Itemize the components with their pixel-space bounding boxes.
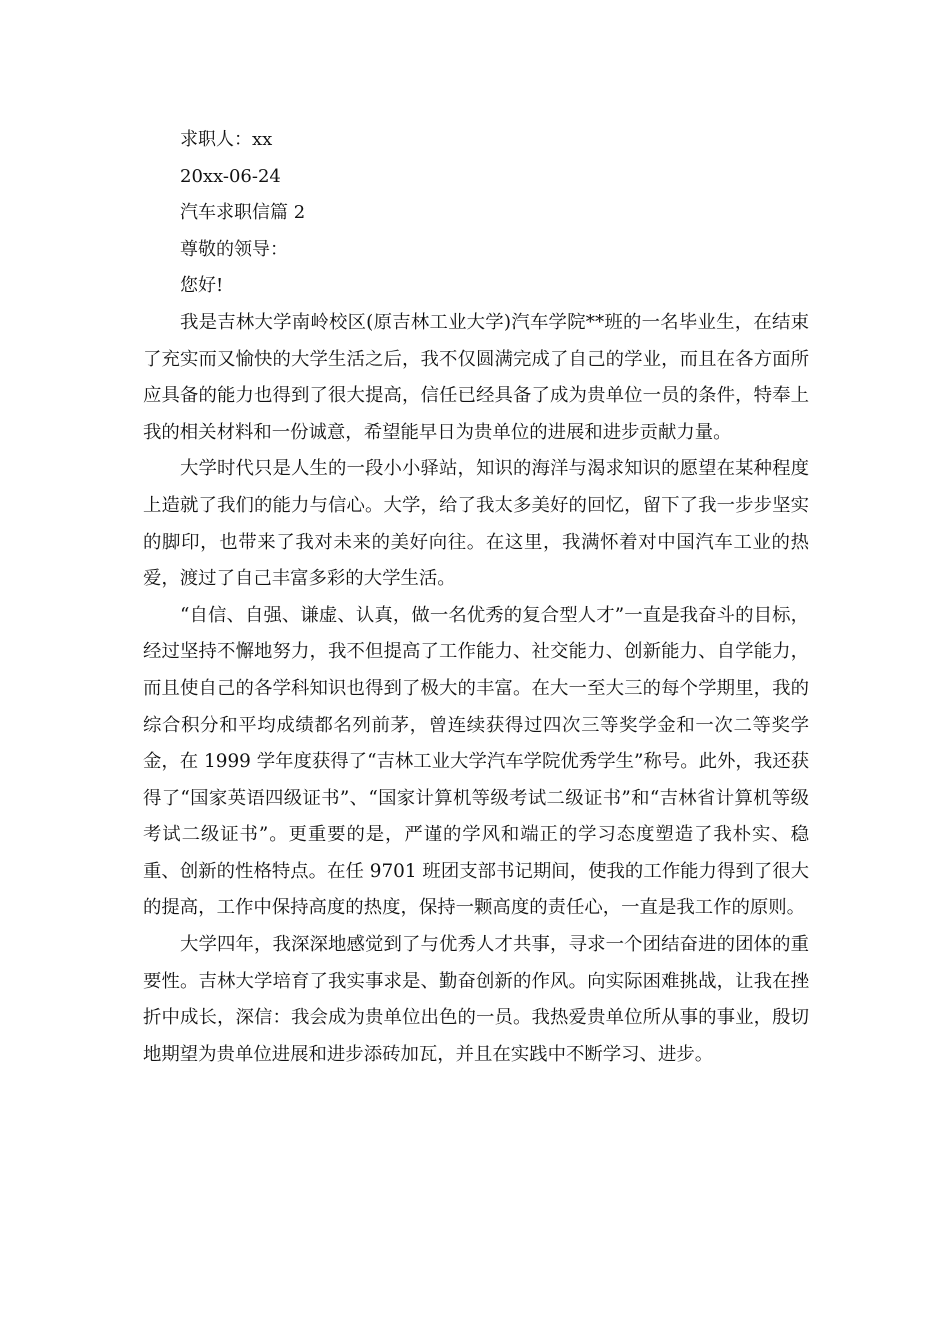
salutation: 尊敬的领导： bbox=[180, 238, 288, 260]
greeting: 您好! bbox=[180, 275, 224, 297]
applicant-line: 求职人：xx bbox=[180, 129, 273, 150]
paragraph-intro: 我是吉林大学南岭校区(原吉林工业大学)汽车学院**班的一名毕业生，在结束了充实而又愉快的大学生活之后，我不仅圆满完成了自己的学业，而且在各方面所应具备的能力也得到了很大提高，信任已经具备了成为贵单位一员的条件，特奉上我的相关材料和一份诚意，希望能早日为贵单位的进展和进步贡献力量。 bbox=[143, 311, 809, 443]
paragraph-university-life: 大学时代只是人生的一段小小驿站，知识的海洋与渴求知识的愿望在某种程度上造就了我们的能力与信心。大学，给了我太多美好的回忆，留下了我一步步坚实的脚印，也带来了我对未来的美好向往。在这里，我满怀着对中国汽车工业的热爱，渡过了自己丰富多彩的大学生活。 bbox=[143, 458, 809, 590]
document-body bbox=[143, 122, 809, 1073]
paragraph-achievements: “自信、自强、谦虚、认真，做一名优秀的复合型人才”一直是我奋斗的目标，经过坚持不懈地努力，我不但提高了工作能力、社交能力、创新能力、自学能力，而且使自己的各学科知识也得到了极大的丰富。在大一至大三的每个学期里，我的综合积分和平均成绩都名列前茅，曾连续获得过四次三等奖学金和一次二等奖学金，在 1999 学年度获得了“吉林工业大学汽车学院优秀学生”称号。此外，我还获得了“国家英语四级证书”、“国家计算机等级考试二级证书”和“吉林省计算机等级考试二级证书”。更重要的是，严谨的学风和端正的学习态度塑造了我朴实、稳重、创新的性格特点。在任 9701 班团支部书记期间，使我的工作能力得到了很大的提高，工作中保持高度的热度，保持一颗高度的责任心，一直是我工作的原则。 bbox=[143, 604, 809, 919]
section-title: 汽车求职信篇 2 bbox=[180, 202, 306, 224]
date-line: 20xx-06-24 bbox=[180, 165, 281, 187]
paragraph-conclusion: 大学四年，我深深地感觉到了与优秀人才共事，寻求一个团结奋进的团体的重要性。吉林大学培育了我实事求是、勤奋创新的作风。向实际困难挑战，让我在挫折中成长，深信：我会成为贵单位出色的一员。我热爱贵单位所从事的事业，殷切地期望为贵单位进展和进步添砖加瓦，并且在实践中不断学习、进步。 bbox=[143, 934, 809, 1065]
